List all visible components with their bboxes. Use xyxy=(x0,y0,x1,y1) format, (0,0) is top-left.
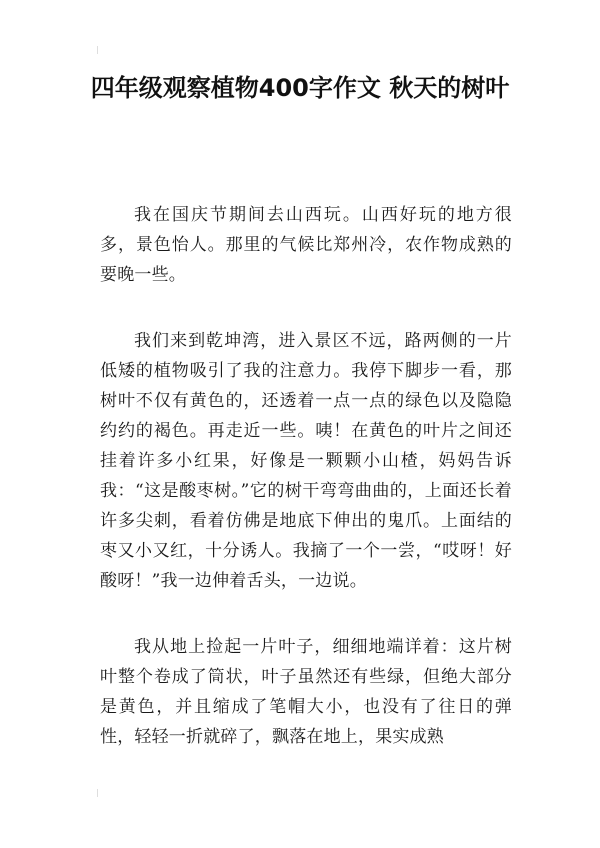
paragraph-2: 我们来到乾坤湾，进入景区不远，路两侧的一片低矮的植物吸引了我的注意力。我停下脚步一看，那树叶不仅有黄色的，还透着一点一点的绿色以及隐隐约约的褐色。再走近一些。咦！在黄色的叶片之间还挂着许多小红果，好像是一颗颗小山楂，妈妈告诉我：“这是酸枣树。”它的树干弯弯曲曲的，上面还长着许多尖刺，看着仿佛是地底下伸出的鬼爪。上面结的枣又小又红，十分诱人。我摘了一个一尝，“哎呀！好酸呀！”我一边伸着舌头，一边说。 xyxy=(100,331,512,591)
paragraph-1: 我在国庆节期间去山西玩。山西好玩的地方很多，景色怡人。那里的气候比郑州冷，农作物成熟的要晚一些。 xyxy=(100,205,512,285)
document-title: 四年级观察植物400字作文 秋天的树叶 xyxy=(90,74,510,102)
page-corner-mark-top: | xyxy=(96,45,99,54)
document-body xyxy=(100,200,512,788)
page-corner-mark-bottom: | xyxy=(96,788,99,797)
paragraph-3: 我从地上捡起一片叶子，细细地端详着：这片树叶整个卷成了筒状，叶子虽然还有些绿，但绝大部分是黄色，并且缩成了笔帽大小，也没有了往日的弹性，轻轻一折就碎了，飘落在地上，果实成熟 xyxy=(100,637,512,747)
